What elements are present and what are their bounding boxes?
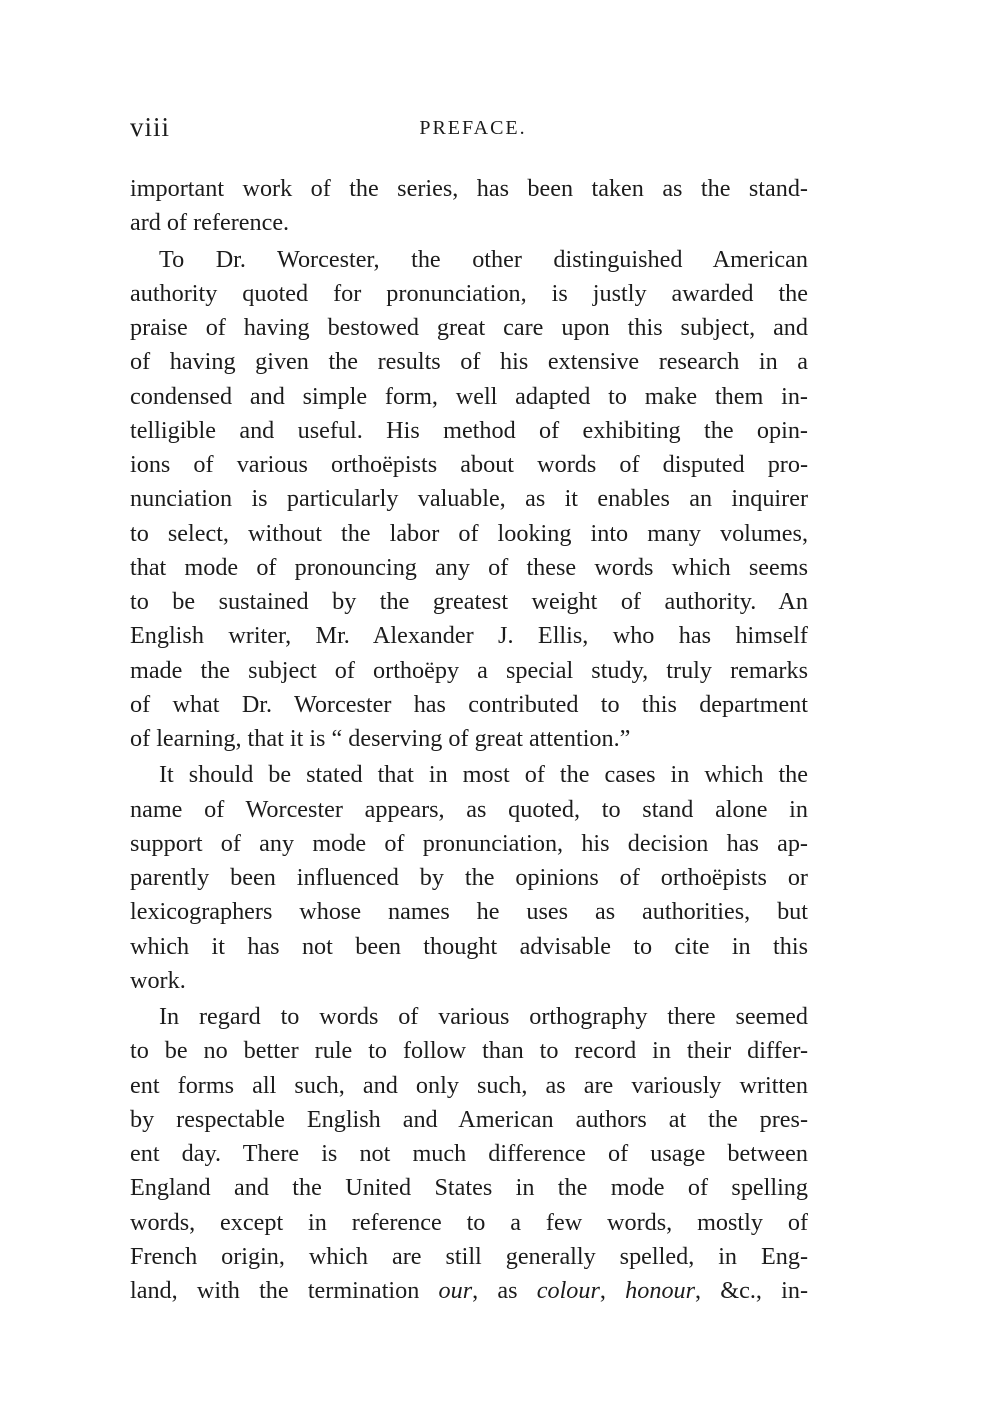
page-header [130,112,808,152]
text-fragment: land, with the termination [130,1277,439,1304]
text-line: French origin, which are still generally spelled, in Eng- [130,1242,808,1270]
text-line: important work of the series, has been taken as the stand- [130,175,808,202]
text-line: telligible and useful. His method of exhibiting the opin- [130,416,808,444]
text-line: ent forms all such, and only such, as are variously written [130,1071,808,1099]
italic-word: colour [536,1277,600,1304]
text-line: words, except in reference to a few words, mostly of [130,1208,808,1236]
text-line: of having given the results of his extensive research in a [130,348,808,376]
text-line: parently been influenced by the opinions of orthoëpists or [130,864,808,891]
text-line: It should be stated that in most of the cases in which the [159,761,808,789]
text-line: ions of various orthoëpists about words of disputed pro- [130,451,808,478]
running-head: PREFACE. [419,117,527,139]
italic-word: our [438,1277,473,1304]
text-fragment: , [599,1277,626,1304]
text-line: lexicographers whose names he uses as authorities, but [130,898,808,926]
text-line: support of any mode of pronunciation, his decision has ap- [130,829,808,857]
italic-word: honour [625,1277,696,1304]
text-line: England and the United States in the mode of spelling [130,1174,808,1202]
text-line: to be no better rule to follow than to record in their differ- [130,1037,808,1065]
text-fragment: , as [472,1277,537,1304]
text-line: to be sustained by the greatest weight of authority. An [130,588,808,615]
text-line: by respectable English and American authors at the pres- [130,1105,808,1133]
text-line: of what Dr. Worcester has contributed to this department [130,690,808,718]
text-line: condensed and simple form, well adapted to make them in- [130,382,808,410]
text-line: To Dr. Worcester, the other distinguished American [159,245,808,273]
text-line: to select, without the labor of looking into many volumes, [130,519,808,547]
text-line: In regard to words of various orthography there seemed [159,1003,808,1030]
text-line: which it has not been thought advisable to cite in this [130,932,808,960]
page-number: viii [130,112,171,142]
text-line: made the subject of orthoëpy a special study, truly remarks [130,656,808,684]
text-line: authority quoted for pronunciation, is justly awarded the [130,279,808,307]
text-line: nunciation is particularly valuable, as it enables an inquirer [130,485,808,513]
text-line: work. [130,966,186,994]
text-line: praise of having bestowed great care upon this subject, and [130,314,808,341]
text-line-final [130,1274,808,1308]
text-fragment: , &c., in- [695,1277,808,1304]
text-line: that mode of pronouncing any of these words which seems [130,553,808,581]
text-line: of learning, that it is “ deserving of great attention.” [130,725,631,752]
text-line: ard of reference. [130,209,290,237]
text-line: name of Worcester appears, as quoted, to stand alone in [130,795,808,823]
text-line: English writer, Mr. Alexander J. Ellis, who has himself [130,622,808,650]
text-line: ent day. There is not much difference of usage between [130,1140,808,1167]
body-text [130,172,808,1308]
